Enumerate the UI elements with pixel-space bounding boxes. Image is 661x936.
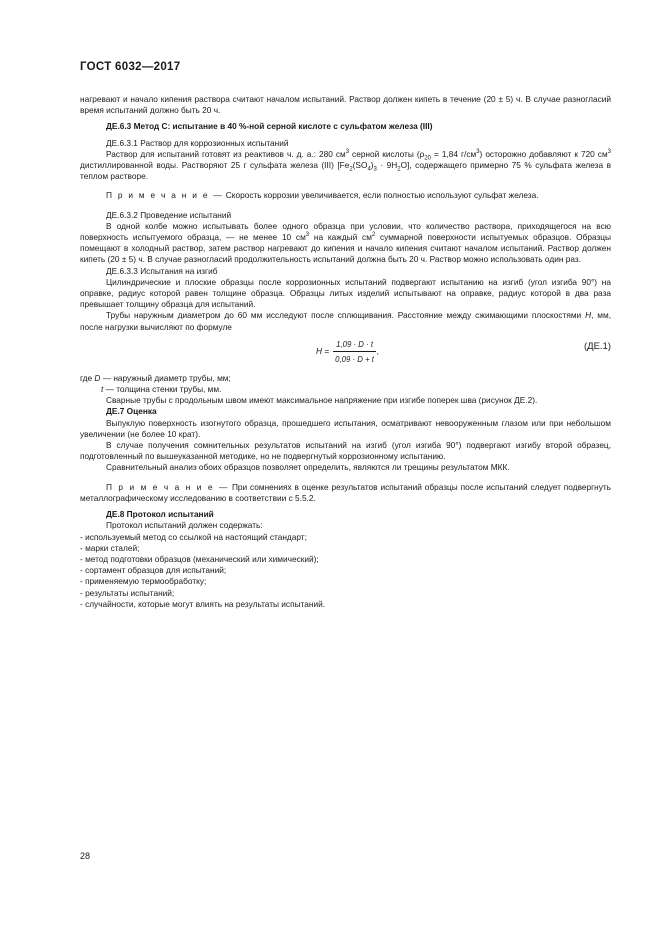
page-content <box>80 94 611 610</box>
paragraph-solution-prep: Раствор для испытаний готовят из реактивов ч. д. а.: 280 $см^3$ серной кислоты ($\rho_{20} = 1,84$ $г/см^3$) осторожно добавляют к 720 $см^3$ дистиллированной воды. Растворяют 25 г сульфата железа (III) $[Fe_2(SO_4)_3 \cdot 9H_2O]$, содержащего примерно 75 % сульфата железа в теплом растворе. <box>80 148 612 182</box>
paragraph-continuation: нагревают и начало кипения раствора считают началом испытаний. Раствор должен кипеть в течение (20 ± 5) ч. В случае разногласий время испытаний должно быть 20 ч. <box>80 94 611 116</box>
legend-t: t — толщина стенки трубы, мм. <box>101 384 222 395</box>
formula-expression: H = $\frac{1,09 \cdot D \cdot t}{0,09 \cdot D + t}$ , <box>316 339 380 365</box>
subsection-heading-de631: ДЕ.6.3.1 Раствор для коррозионных испытаний <box>106 137 289 148</box>
paragraph-bend-test: Цилиндрические и плоские образцы после коррозионных испытаний подвергают испытанию на изгиб (угол изгиба 90°) на оправке, радиус которой равен толщине образца. Образцы литых изделий испытывают на оправке, радиус которой в два раза превышает толщину образца для испытаний. <box>80 276 611 310</box>
page-number: 28 <box>80 851 91 861</box>
paragraph-evaluation-1: Выпуклую поверхность изогнутого образца, прошедшего испытания, осматривают невооруженным глазом или при небольшом увеличении (не более 10 крат). <box>80 417 611 439</box>
note-metallography: П р и м е ч а н и е — При сомнениях в оценке результатов испытаний образцы после испытаний следует подвергнуть металлографическому исследованию в соответствии с 5.5.2. <box>80 481 611 503</box>
list-item: - результаты испытаний; <box>80 587 175 598</box>
formula-numerator: 1,09 · D · t <box>333 339 376 352</box>
formula-number: (ДЕ.1) <box>583 340 611 352</box>
list-item: - случайности, которые могут влиять на результаты испытаний. <box>80 598 326 609</box>
note-corrosion-rate: П р и м е ч а н и е — Скорость коррозии увеличивается, если полностью используют сульфат железа. <box>106 190 539 201</box>
paragraph-protocol: Протокол испытаний должен содержать: <box>106 520 263 531</box>
paragraph-pipes-flattening: Трубы наружным диаметром до 60 мм исследуют после сплющивания. Расстояние между сжимающими плоскостями H, мм, после нагрузки вычисляют по формуле <box>80 310 612 332</box>
legend-d: где D — наружный диаметр трубы, мм; <box>80 372 231 383</box>
subsection-heading-de633: ДЕ.6.3.3 Испытания на изгиб <box>106 265 218 276</box>
list-item: - применяемую термообработку; <box>80 576 207 587</box>
list-item: - используемый метод со ссылкой на настоящий стандарт; <box>80 531 307 542</box>
formula-de1 <box>80 339 611 369</box>
list-item: - метод подготовки образцов (механический или химический); <box>80 553 319 564</box>
paragraph-test-procedure: В одной колбе можно испытывать более одного образца при условии, что количество раствора, приходящегося на всю поверхность испытуемого образца, — не менее 10 $см^3$ на каждый $см^2$ суммарной поверхности испытуемых образцов. Образцы помещают в холодный раствор, затем раствор нагревают до кипения и начало кипения считают началом испытаний. Раствор должен кипеть (20 ± 5) ч. В случае разногласий продолжительность испытаний должна быть 20 ч. Раствор можно использовать один раз. <box>80 220 611 265</box>
list-item: - марки сталей; <box>80 542 140 553</box>
formula-denominator: 0,09 · D + t <box>335 355 374 365</box>
section-heading-de63: ДЕ.6.3 Метод С: испытание в 40 %-ной серной кислоте с сульфатом железа (III) <box>106 121 433 132</box>
list-item: - сортамент образцов для испытаний; <box>80 565 227 576</box>
standard-header: ГОСТ 6032—2017 <box>80 61 181 73</box>
section-heading-de8: ДЕ.8 Протокол испытаний <box>106 509 214 520</box>
paragraph-welded-pipes: Сварные трубы с продольным швом имеют максимальное напряжение при изгибе поперек шва (рисунок ДЕ.2). <box>106 395 538 406</box>
paragraph-evaluation-2: В случае получения сомнительных результатов испытаний на изгиб (угол изгиба 90°) подвергают изгибу второй образец, подготовленный по вышеуказанной методике, но не подвергнутый коррозионному испытанию. <box>80 440 611 462</box>
section-heading-de7: ДЕ.7 Оценка <box>106 406 157 417</box>
subsection-heading-de632: ДЕ.6.3.2 Проведение испытаний <box>106 209 232 220</box>
paragraph-evaluation-3: Сравнительный анализ обоих образцов позволяет определить, являются ли трещины результатом МКК. <box>106 462 510 473</box>
